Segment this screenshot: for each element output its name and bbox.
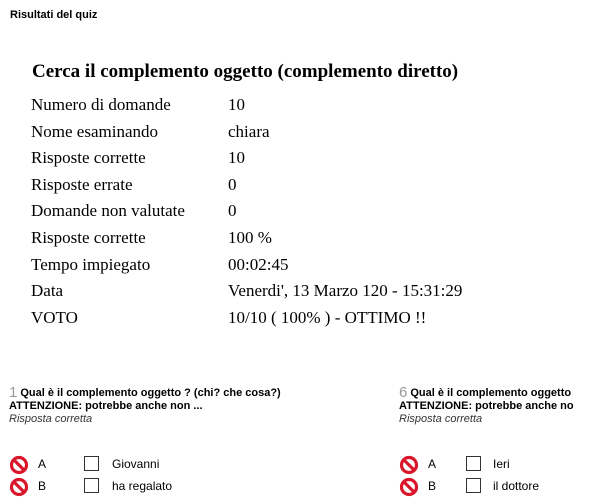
option-text: Giovanni <box>112 457 160 471</box>
question-warning: ATTENZIONE: potrebbe anche non ... <box>9 400 203 412</box>
summary-value: 10/10 ( 100% ) - OTTIMO !! <box>228 307 427 327</box>
option-checkbox[interactable] <box>84 478 99 493</box>
summary-value: 00:02:45 <box>228 254 289 274</box>
option-text: ha regalato <box>112 479 173 493</box>
no-entry-icon <box>9 455 29 475</box>
option-letter: A <box>38 457 47 471</box>
answer-status: Risposta corretta <box>9 413 93 425</box>
summary-label: Tempo impiegato <box>31 254 151 274</box>
summary-label: Domande non valutate <box>31 201 185 221</box>
question-warning: ATTENZIONE: potrebbe anche no <box>399 400 574 412</box>
option-checkbox[interactable] <box>466 456 481 471</box>
summary-label: Risposte corrette <box>31 227 146 247</box>
option-checkbox[interactable] <box>466 478 481 493</box>
summary-label: Risposte corrette <box>31 148 146 168</box>
no-entry-icon <box>399 455 419 475</box>
question-heading <box>399 386 604 400</box>
question-card <box>9 384 281 493</box>
answer-status: Risposta corretta <box>399 413 483 425</box>
no-entry-icon <box>9 477 29 497</box>
question-text: Qual è il complemento oggetto ? (chi? che cosa?) <box>20 387 281 399</box>
no-entry-icon <box>399 477 419 497</box>
question-number: 6 <box>399 384 408 401</box>
option-letter: A <box>428 457 437 471</box>
option-text: il dottore <box>493 479 540 493</box>
summary-value: 10 <box>228 148 245 168</box>
question-card <box>399 384 604 493</box>
question-number: 1 <box>9 384 18 401</box>
quiz-title: Cerca il complemento oggetto (complemento diretto) <box>32 61 459 82</box>
summary-label: Risposte errate <box>31 174 133 194</box>
question-heading <box>9 384 281 401</box>
page-header: Risultati del quiz <box>10 9 98 21</box>
summary-value: 10 <box>228 95 245 114</box>
summary-value: 0 <box>228 174 237 194</box>
summary-label: VOTO <box>31 307 78 327</box>
summary-value: Venerdi', 13 Marzo 120 - 15:31:29 <box>228 281 463 301</box>
summary-value: chiara <box>228 121 270 141</box>
summary-value: 100 % <box>228 227 272 247</box>
option-letter: B <box>428 479 437 493</box>
option-letter: B <box>38 479 47 493</box>
question-text: Qual è il complemento oggetto <box>410 387 572 399</box>
option-checkbox[interactable] <box>84 456 99 471</box>
summary-label: Nome esaminando <box>31 121 158 141</box>
summary-value: 0 <box>228 201 237 221</box>
summary-label: Data <box>31 281 64 301</box>
summary-label: Numero di domande <box>31 95 171 114</box>
option-text: Ieri <box>493 457 510 471</box>
